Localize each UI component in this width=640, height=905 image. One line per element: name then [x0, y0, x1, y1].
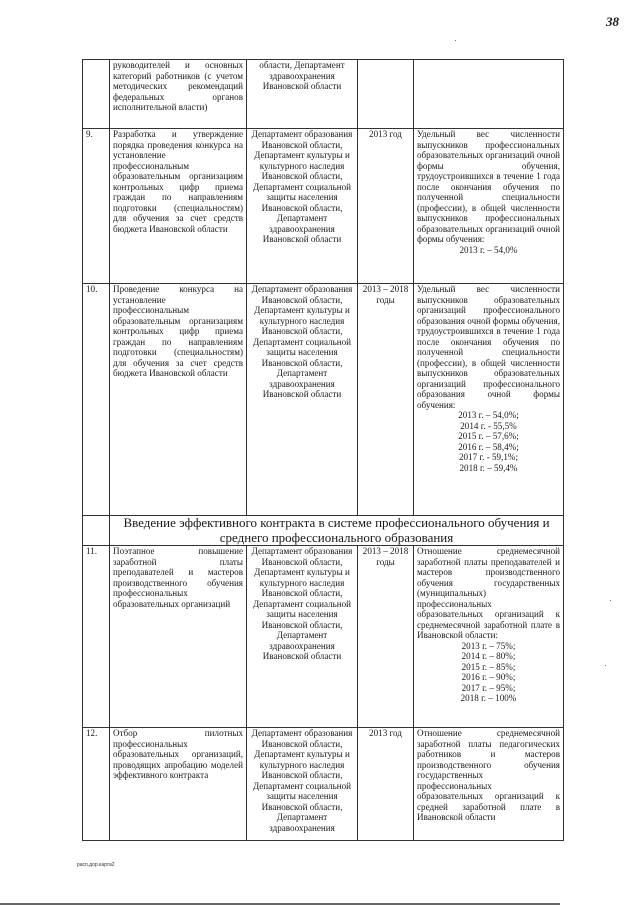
row-number: 12. [83, 728, 110, 841]
row-number: 9. [83, 129, 110, 284]
target-value: 2013 г. – 75%; [461, 640, 516, 651]
scan-speck [605, 665, 606, 666]
target-value: 2017 г. - 59,1%; [458, 452, 519, 462]
row-number: 11. [83, 546, 110, 728]
target-value: 2014 г. – 80%; [461, 651, 516, 661]
indicator-text: Отношение среднемесячной заработной платы преподавателей и мастеров производственного обучения государственных (муниципальных) профессиональных образовательных организаций к среднемесячной заработной плате в Ивановской области: [417, 546, 560, 640]
table-row [83, 129, 564, 284]
table-row [83, 728, 564, 841]
indicator-cell [414, 60, 564, 129]
target-value: 2015 г. – 85%; [461, 661, 516, 672]
period-cell: 2013 – 2018 годы [358, 546, 414, 728]
responsible-cell: Департамент образования Ивановской области, Департамент культуры и культурного наследия Ивановской области, Департамент социальной защиты населения Ивановской области, Департамент здравоохранения [247, 728, 358, 841]
responsible-cell: Департамент образования Ивановской области, Департамент культуры и культурного наследия Ивановской области, Департамент социальной защиты населения Ивановской области, Департамент здравоохранения Ивановской области [247, 129, 358, 284]
responsible-cell: Департамент образования Ивановской области, Департамент культуры и культурного наследия Ивановской области, Департамент социальной защиты населения Ивановской области, Департамент здравоохранения Ивановской области [247, 284, 358, 516]
responsible-cell: области, Департамент здравоохранения Ивановской области [247, 60, 358, 129]
target-value: 2018 г. – 59,4% [459, 462, 518, 473]
indicator-text: Удельный вес численности выпускников профессиональных образовательных организаций очной формы обучения, трудоустроившихся в течение 1 года после окончания обучения по полученной специальности (профессии), в общей численности выпускников профессиональных образовательных организаций очной формы обучения: [417, 129, 560, 244]
target-value: 2018 г. – 100% [460, 693, 517, 703]
responsible-cell: Департамент образования Ивановской области, Департамент культуры и культурного наследия Ивановской области, Департамент социальной защиты населения Ивановской области, Департамент здравоохранения Ивановской области [247, 546, 358, 728]
scan-speck [610, 600, 611, 601]
period-cell: 2013 год [358, 129, 414, 284]
row-number [83, 60, 110, 129]
target-value: 2016 г. – 58,4%; [458, 441, 519, 452]
activity-cell: руководителей и основных категорий работников (с учетом методических рекомендаций федеральных органов исполнительной власти) [110, 60, 247, 129]
indicator-cell [414, 284, 564, 516]
target-value: 2016 г. – 90%; [461, 672, 516, 682]
empty-number-cell [83, 516, 110, 546]
period-cell [358, 60, 414, 129]
section-header: Введение эффективного контракта в системе профессионального обучения и среднего профессионального образования [110, 516, 564, 546]
indicator-cell [414, 129, 564, 284]
target-value: 2017 г. – 95%; [461, 682, 516, 693]
target-value: 2013 г. – 54,0%; [458, 410, 519, 420]
activity-cell: Разработка и утверждение порядка проведения конкурса на установление профессиональным образовательным организациям контрольных цифр приема граждан по направлениям подготовки (специальностям) для обучения за счет средств бюджета Ивановской области [110, 129, 247, 284]
row-number: 10. [83, 284, 110, 516]
activity-cell: Поэтапное повышение заработной платы преподавателей и мастеров производственного обучения профессиональных образовательных организаций [110, 546, 247, 728]
section-header-row [83, 516, 564, 546]
indicator-cell: Отношение среднемесячной заработной платы педагогических работников и мастеров производственного обучения государственных профессиональных образовательных организаций к средней заработной плате в Ивановской области [414, 728, 564, 841]
table-row [83, 546, 564, 728]
activity-cell: Отбор пилотных профессиональных образовательных организаций, проводящих апробацию моделей эффективного контракта [110, 728, 247, 841]
scan-speck [455, 40, 456, 41]
action-plan-table [82, 59, 564, 841]
indicator-cell [414, 546, 564, 728]
period-cell: 2013 год [358, 728, 414, 841]
period-cell: 2013 – 2018 годы [358, 284, 414, 516]
table-row [83, 60, 564, 129]
target-value: 2014 г. - 55,5% [460, 420, 517, 431]
page-number: 38 [606, 14, 619, 29]
target-value: 2015 г. – 57,6%; [458, 431, 519, 441]
table-row [83, 284, 564, 516]
indicator-text: Удельный вес численности выпускников образовательных организаций профессионального образования очной формы обучения, трудоустроившихся в течение 1 года после окончания обучения по полученной специальности (профессии), в общей численности выпускников образовательных организаций профессионального образования очной формы обучения: [417, 284, 560, 410]
activity-cell: Проведение конкурса на установление профессиональным образовательным организациям контрольных цифр приема граждан по направлениям подготовки (специальностям) для обучения за счет средств бюджета Ивановской области [110, 284, 247, 516]
footer-file-code: расп.дор.карта2 [77, 862, 115, 868]
target-value: 2013 г. – 54,0% [459, 244, 518, 255]
